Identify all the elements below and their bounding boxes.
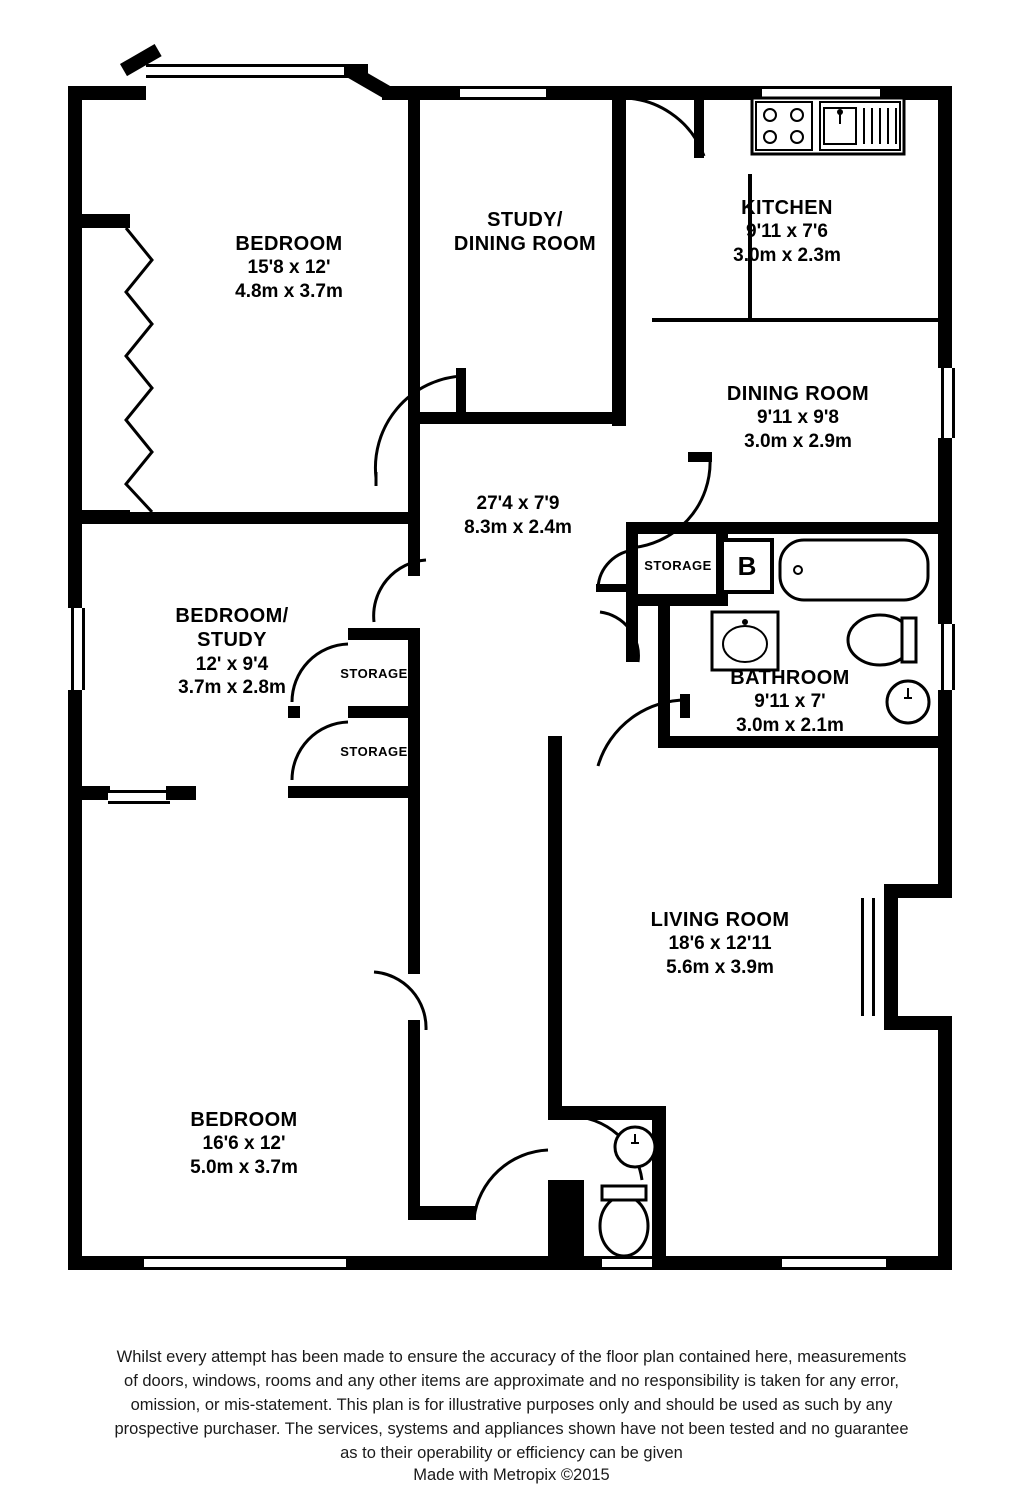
room-metric: 5.0m x 3.7m [190, 1156, 298, 1178]
metropix-credit: Made with Metropix ©2015 [413, 1466, 610, 1484]
wall-exterior-bottom-mid2 [418, 1256, 548, 1270]
door-hall-dining [624, 452, 714, 552]
window-bathroom-right [941, 624, 955, 690]
room-name: DINING ROOM [726, 383, 870, 405]
wall-exterior-left-bottom [68, 786, 82, 1270]
room-imperial: 18'6 x 12'11 [668, 933, 772, 955]
room-name: KITCHEN [741, 197, 833, 219]
room-imperial: 9'11 x 7' [754, 691, 826, 713]
disclaimer-line-1: Whilst every attempt has been made to ensure the accuracy of the floor plan contained here, measurements [116, 1348, 907, 1366]
room-label-living-room [580, 908, 860, 979]
storage-label-upper: STORAGE [340, 666, 408, 681]
room-label-bathroom [668, 666, 912, 737]
wall-exterior-right-bottom [938, 1016, 952, 1270]
room-imperial: 9'11 x 9'8 [757, 407, 839, 429]
wall-exterior-bottom-right2 [656, 1256, 784, 1270]
window-living-bottom [782, 1256, 888, 1270]
door-storage-hall [596, 546, 640, 592]
toilet-bathroom [846, 612, 918, 674]
wall-internal-living-left [548, 736, 562, 1116]
room-metric: 3.0m x 2.3m [733, 244, 841, 266]
door-hall-study [372, 368, 472, 488]
wall-internal-storage-block-right [408, 628, 420, 798]
room-metric: 3.7m x 2.8m [178, 676, 286, 698]
window-wc-bottom [602, 1256, 658, 1270]
room-name-line2: DINING ROOM [453, 233, 597, 256]
wall-internal-dining-bottom2 [716, 522, 940, 534]
room-name-line1: BEDROOM/ [175, 605, 289, 627]
wall-exterior-left-lower [68, 524, 82, 608]
room-label-hall [404, 492, 632, 540]
room-imperial: 15'8 x 12' [247, 257, 331, 279]
wall-exterior-right-mid [938, 438, 952, 624]
wall-internal-storage-block-bottom [288, 786, 420, 798]
wall-exterior-right-top [938, 86, 952, 368]
door-bedroom2 [370, 968, 432, 1036]
room-label-dining-room [654, 382, 942, 453]
wall-exterior-bottom-left [68, 1256, 146, 1270]
hall-metric: 8.3m x 2.4m [464, 516, 572, 538]
disclaimer-line-2: of doors, windows, rooms and any other items are approximate and no responsibility is taken for any error, [124, 1372, 899, 1390]
wall-exterior-right-mid2 [938, 690, 952, 884]
storage-label-hall: STORAGE [644, 558, 712, 573]
window-bedroom1-top [146, 64, 346, 78]
room-name: BATHROOM [730, 667, 850, 689]
boiler-label: B [737, 550, 757, 581]
hall-imperial: 27'4 x 7'9 [476, 493, 560, 514]
wall-exterior-bottom-right1 [584, 1256, 604, 1270]
wall-exterior-left-upper [68, 86, 82, 214]
room-name-line1: STUDY/ [487, 209, 563, 231]
room-metric: 4.8m x 3.7m [235, 280, 343, 302]
disclaimer-line-4: prospective purchaser. The services, systems and appliances shown have not been tested and no guarantee [114, 1420, 909, 1438]
door-bathroom [596, 608, 642, 668]
corner-basin-wc [612, 1124, 658, 1170]
window-bedroom-study-left [71, 608, 85, 690]
storage-label-lower: STORAGE [340, 744, 408, 759]
wall-exterior-bottom-mid [346, 1256, 418, 1270]
room-label-kitchen [660, 196, 914, 267]
room-label-study-dining [428, 208, 622, 257]
wall-exterior-left-mid [68, 214, 82, 524]
wall-internal-kitchen-dining [652, 318, 940, 322]
room-imperial: 9'11 x 7'6 [746, 221, 828, 243]
window-study-top [460, 86, 548, 100]
disclaimer-line-5: as to their operability or efficiency can be given [340, 1444, 683, 1462]
wall-internal-hall-top2 [526, 412, 626, 424]
room-metric: 5.6m x 3.9m [666, 956, 774, 978]
room-metric: 3.0m x 2.9m [744, 430, 852, 452]
wall-internal-storage-block-left1 [288, 706, 300, 718]
room-metric: 3.0m x 2.1m [736, 714, 844, 736]
wall-exterior-bottom-wc [548, 1180, 584, 1270]
wall-internal-bathroom-bottom [658, 736, 940, 748]
door-kitchen [612, 96, 722, 172]
room-label-bedroom-1 [150, 232, 428, 303]
room-name: LIVING ROOM [650, 909, 790, 931]
wall-exterior-right-bay-v [884, 884, 898, 1030]
room-label-bedroom-2 [104, 1108, 384, 1179]
window-dining-right [941, 368, 955, 438]
door-bedroom-study [370, 556, 432, 630]
window-living-right [861, 898, 875, 1016]
room-imperial: 16'6 x 12' [202, 1133, 286, 1155]
room-name-line2: STUDY [197, 629, 267, 652]
wall-exterior-top-study-right [546, 86, 612, 100]
door-bedroom2-bottom [468, 1146, 552, 1224]
wall-internal-storage-bottom [626, 594, 728, 606]
bathtub [780, 540, 928, 602]
wall-exterior-top-study [382, 86, 462, 100]
wall-internal-bedroom2-right-upper [408, 798, 420, 974]
toilet-wc [596, 1186, 652, 1258]
washbasin-bathroom [712, 612, 782, 674]
window-bedroom-study-outer [108, 790, 170, 804]
disclaimer-line-3: omission, or mis-statement. This plan is for illustrative purposes only and should be used as such by any [130, 1396, 893, 1414]
room-imperial: 12' x 9'4 [195, 653, 269, 675]
room-name: BEDROOM [190, 1109, 298, 1131]
wall-internal-bedroom2-right-lower [408, 1020, 420, 1220]
room-name: BEDROOM [235, 233, 343, 255]
room-label-bedroom-study [88, 604, 376, 699]
wall-exterior-left-lower2 [68, 690, 82, 794]
kitchen-fixtures [752, 98, 904, 160]
wall-exterior-left-notch2 [166, 786, 196, 800]
window-bedroom2-bottom [144, 1256, 348, 1270]
